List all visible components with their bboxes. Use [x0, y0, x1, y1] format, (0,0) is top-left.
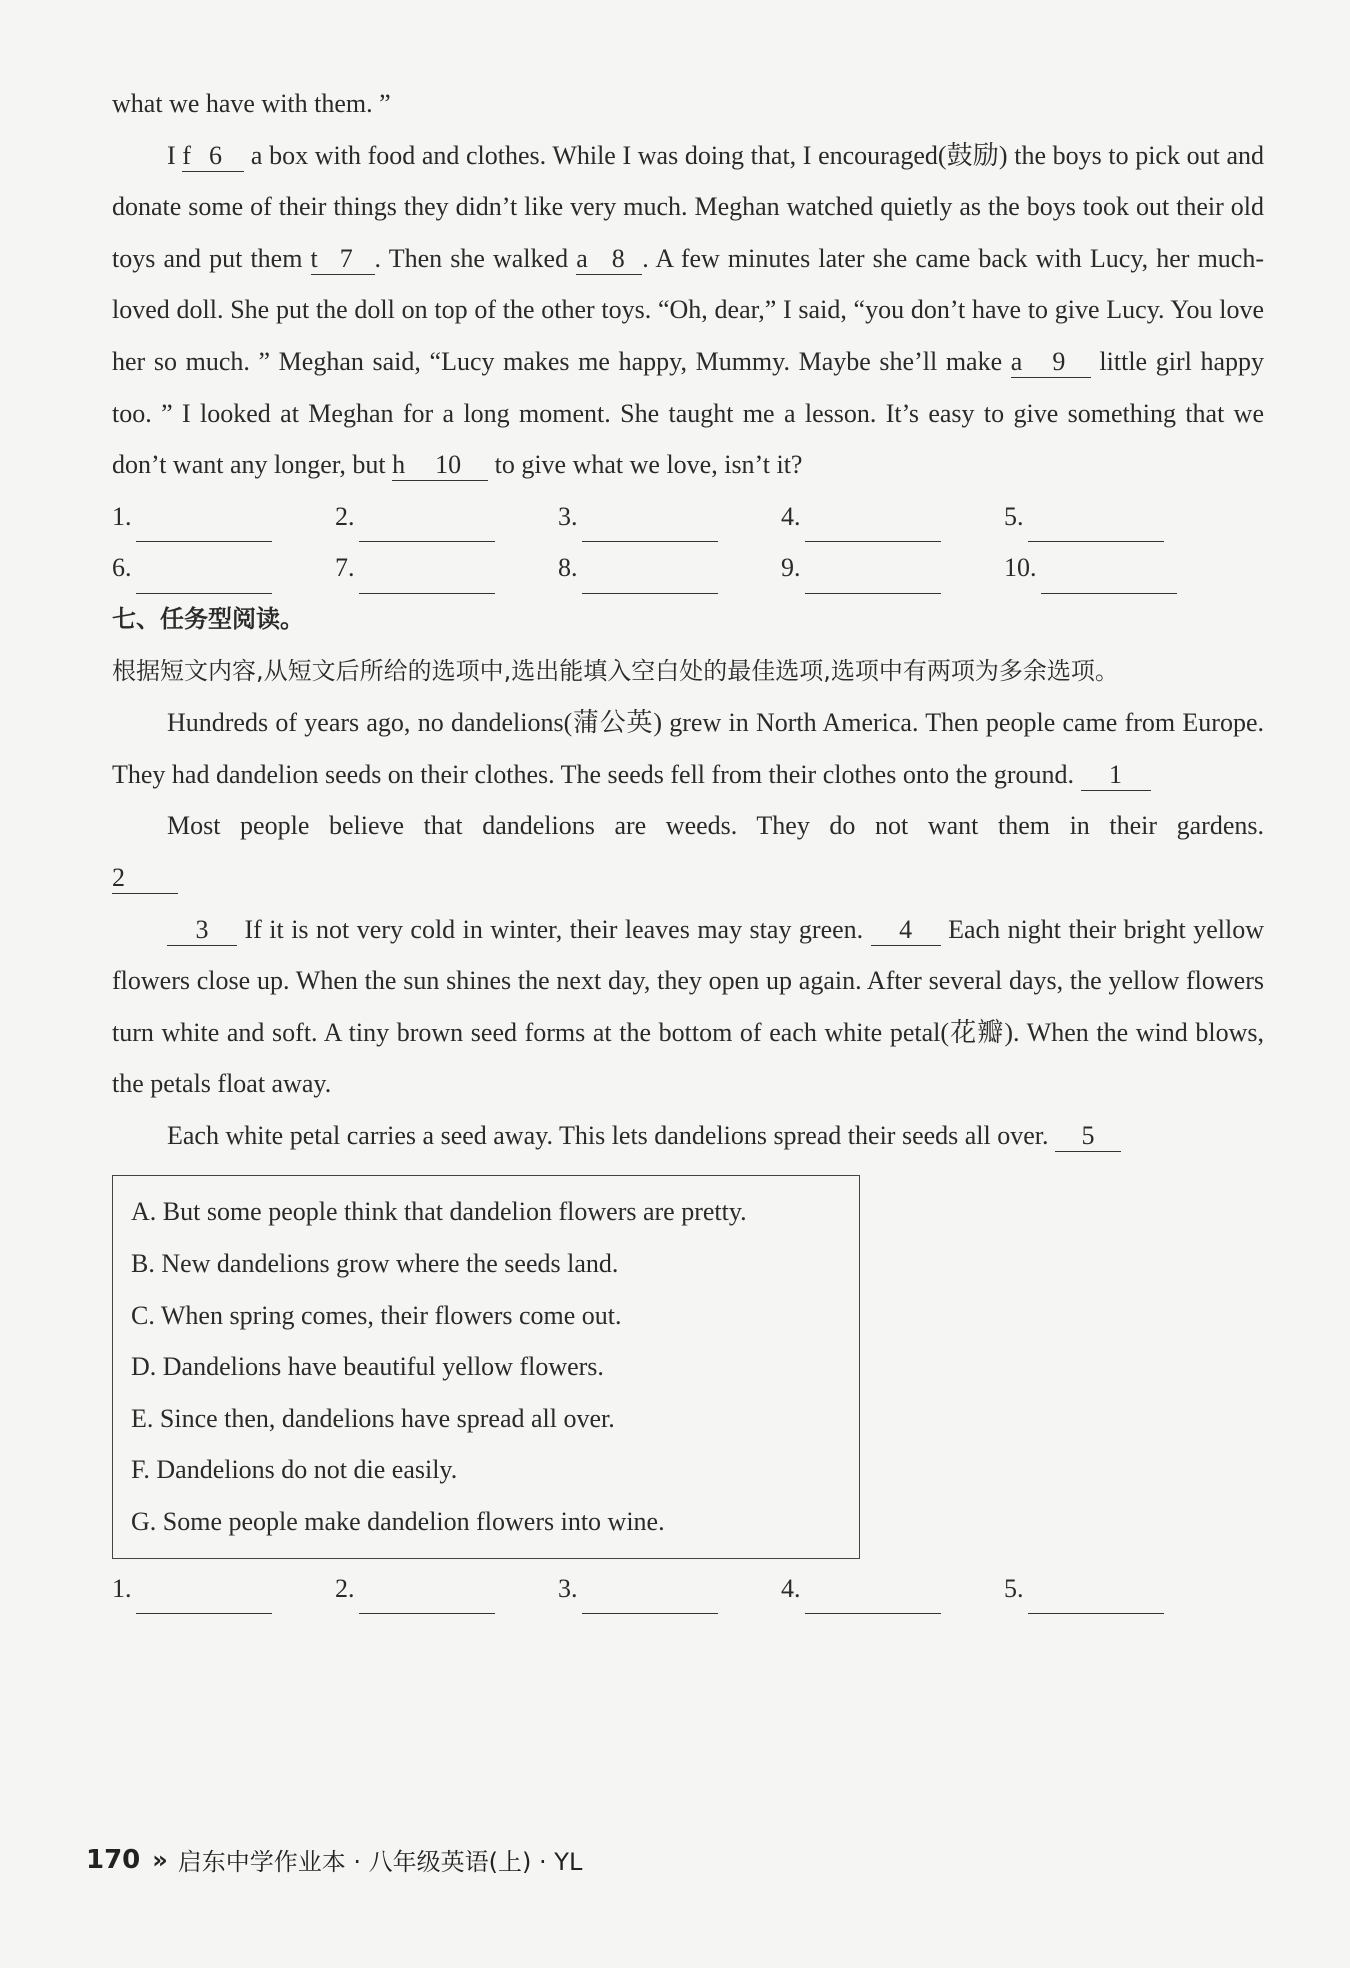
answer-label: 5. [1004, 501, 1024, 531]
answer-row [112, 491, 1264, 543]
text-run: Most people believe that dandelions are weeds. They do not want them in their gardens. [167, 811, 1264, 841]
blank-number: 9 [1052, 346, 1066, 376]
answer-label: 7. [335, 553, 355, 583]
text-run: . Then she walked [374, 243, 577, 273]
answer-line[interactable] [1028, 1591, 1164, 1614]
page-footer [86, 1842, 582, 1877]
option-a: A. But some people think that dandelion flowers are pretty. [131, 1197, 747, 1227]
answer-line[interactable] [359, 519, 495, 542]
book-title: 启东中学作业本 · 八年级英语(上) · YL [177, 1848, 583, 1876]
text-run: to give what we love, isn’t it? [488, 450, 803, 480]
text-run: If it is not very cold in winter, their leaves may stay green. [237, 914, 871, 944]
blank-letter: a [1010, 346, 1023, 376]
blank-9[interactable] [1011, 347, 1091, 378]
answer-item [1004, 491, 1227, 543]
answer-line[interactable] [1041, 571, 1177, 594]
passage-paragraph [112, 800, 1264, 903]
blank-6[interactable] [182, 141, 244, 172]
page-number: 170 [86, 1844, 141, 1875]
blank-number: 10 [435, 450, 462, 480]
answer-label: 1. [112, 1573, 132, 1603]
answer-line[interactable] [136, 519, 272, 542]
blank-2[interactable]: 2 [112, 863, 178, 894]
answer-label: 6. [112, 553, 132, 583]
answer-item [1004, 1563, 1227, 1615]
answer-item [781, 1563, 1004, 1615]
blank-letter: a [576, 243, 588, 273]
blank-7[interactable] [311, 244, 375, 275]
options-box [112, 1175, 860, 1558]
section-instruction: 根据短文内容,从短文后所给的选项中,选出能填入空白处的最佳选项,选项中有两项为多余选项。 [112, 656, 1119, 685]
blank-5[interactable]: 5 [1055, 1121, 1121, 1152]
answer-item [1004, 542, 1227, 594]
blank-letter: f [182, 140, 191, 170]
chevron-icon: » [152, 1845, 168, 1874]
blank-3[interactable]: 3 [167, 915, 237, 946]
answer-line[interactable] [359, 1591, 495, 1614]
text-run: Each night their bright yellow flowers close up. When the sun shines the next day, they open up again. After several days, the yellow flowers turn white and soft. A tiny brown seed forms at the bottom of each white petal(花瓣). When the wind blows, the petals float away. [112, 914, 1264, 1099]
option-e: E. Since then, dandelions have spread all over. [131, 1403, 615, 1433]
answer-label: 5. [1004, 1573, 1024, 1603]
answer-line[interactable] [136, 1591, 272, 1614]
answer-line[interactable] [582, 1591, 718, 1614]
blank-1[interactable]: 1 [1081, 760, 1151, 791]
answer-label: 1. [112, 501, 132, 531]
answer-line[interactable] [582, 571, 718, 594]
answer-item [781, 491, 1004, 543]
text-run: . A few minutes later she came back with Lucy, her much-loved doll. She put the doll on top of the other toys. “Oh, dear,” I said, “you don’t have to give Lucy. You love her so much. ” Meghan said, “Lucy makes me happy, Mummy. Maybe she’ll make [112, 243, 1264, 376]
passage-paragraph [112, 697, 1264, 800]
text-run: a box with food and clothes. While I was doing that, I encouraged(鼓励) the boys to pick out and donate some of their things they didn’t like very much. Meghan watched quietly as the boys took out their old toys and put them [112, 140, 1264, 273]
answer-label: 2. [335, 501, 355, 531]
blank-4[interactable]: 4 [871, 915, 941, 946]
answer-item [558, 542, 781, 594]
answer-label: 3. [558, 501, 578, 531]
answer-item [335, 491, 558, 543]
text-run: I [167, 140, 183, 170]
section-title: 七、任务型阅读。 [112, 604, 304, 633]
text-run: little girl happy too. ” I looked at Meghan for a long moment. She taught me a lesson. It’s easy to give something that we don’t want any longer, but [112, 346, 1264, 480]
answer-line[interactable] [805, 1591, 941, 1614]
blank-number: 6 [208, 140, 222, 170]
answer-line[interactable] [805, 571, 941, 594]
answer-item [112, 491, 335, 543]
answer-item [112, 542, 335, 594]
answer-line[interactable] [805, 519, 941, 542]
blank-letter: h [392, 450, 406, 480]
answer-label: 4. [781, 501, 801, 531]
answer-label: 4. [781, 1573, 801, 1603]
blank-10[interactable] [392, 450, 488, 481]
option-f: F. Dandelions do not die easily. [131, 1455, 458, 1485]
blank-letter: t [310, 243, 318, 273]
passage-paragraph [112, 904, 1264, 1110]
passage-line: what we have with them. ” [112, 89, 391, 118]
blank-number: 8 [611, 243, 625, 273]
text-run: Hundreds of years ago, no dandelions(蒲公英) grew in North America. Then people came from Europe. They had dandelion seeds on their clothes. The seeds fell from their clothes onto the ground. [112, 708, 1264, 789]
answer-label: 3. [558, 1573, 578, 1603]
answer-line[interactable] [582, 519, 718, 542]
blank-number: 7 [339, 243, 353, 273]
answer-item [335, 1563, 558, 1615]
passage-paragraph [112, 1110, 1264, 1162]
answer-line[interactable] [359, 571, 495, 594]
blank-8[interactable] [576, 244, 642, 275]
answer-row [112, 542, 1264, 594]
answer-label: 10. [1004, 553, 1037, 583]
answer-line[interactable] [136, 571, 272, 594]
answer-line[interactable] [1028, 519, 1164, 542]
passage-paragraph [112, 130, 1264, 491]
answer-label: 2. [335, 1573, 355, 1603]
answer-label: 9. [781, 553, 801, 583]
option-b: B. New dandelions grow where the seeds land. [131, 1249, 619, 1279]
answer-label: 8. [558, 553, 578, 583]
option-g: G. Some people make dandelion flowers into wine. [131, 1507, 665, 1537]
answer-item [558, 1563, 781, 1615]
answer-item [558, 491, 781, 543]
page-content [112, 78, 1264, 1614]
answer-item [781, 542, 1004, 594]
option-c: C. When spring comes, their flowers come out. [131, 1300, 622, 1330]
answer-row [112, 1563, 1264, 1615]
answer-item [335, 542, 558, 594]
option-d: D. Dandelions have beautiful yellow flowers. [131, 1352, 604, 1382]
answer-item [112, 1563, 335, 1615]
text-run: Each white petal carries a seed away. This lets dandelions spread their seeds all over. [167, 1120, 1056, 1150]
